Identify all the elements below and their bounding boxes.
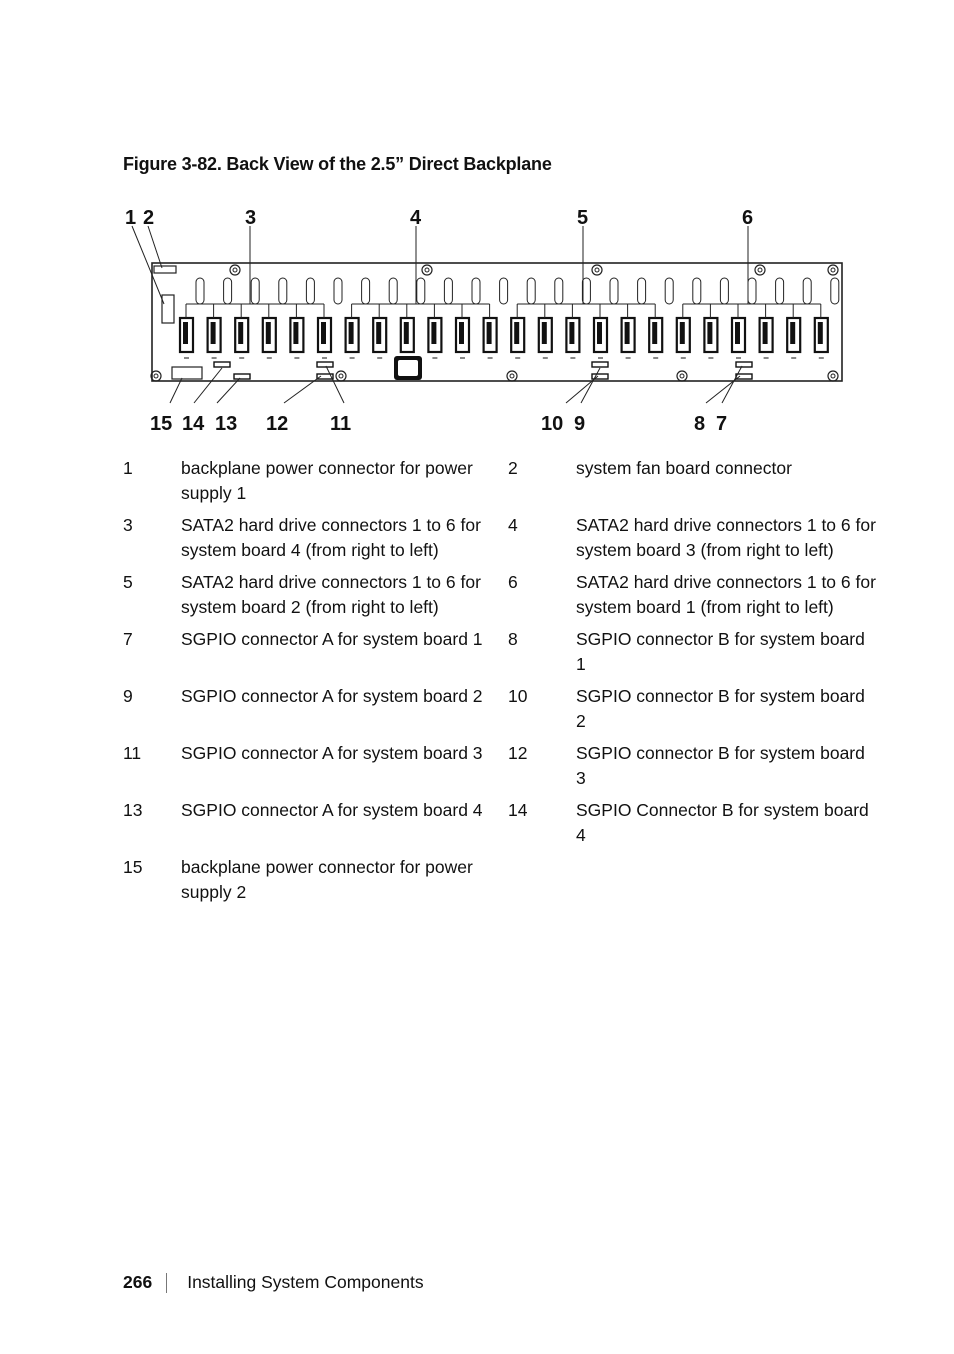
sata-connector-pins xyxy=(790,322,795,344)
callout-number: 4 xyxy=(410,207,422,229)
legend-description: SGPIO connector B for system board 1 xyxy=(576,629,865,674)
sata-connector-pins xyxy=(293,322,298,344)
callout-number: 9 xyxy=(574,413,586,435)
sata-connector-pins xyxy=(321,322,326,344)
legend-description: SGPIO connector A for system board 2 xyxy=(181,686,483,706)
legend-description: SGPIO Connector B for system board 4 xyxy=(576,800,869,845)
callout-number: 14 xyxy=(182,413,205,435)
legend-row xyxy=(123,570,883,620)
sata-connector-pins xyxy=(238,322,243,344)
legend-description: SGPIO connector B for system board 3 xyxy=(576,743,865,788)
sata-connector-pins xyxy=(818,322,823,344)
sata-connector-pins xyxy=(266,322,271,344)
legend-number: 12 xyxy=(508,743,528,763)
page-footer xyxy=(123,1272,424,1293)
footer-section-title: Installing System Components xyxy=(187,1272,424,1292)
callout-number: 7 xyxy=(716,413,728,435)
callout-number: 11 xyxy=(330,413,352,435)
legend-description: SATA2 hard drive connectors 1 to 6 for system board 1 (from right to left) xyxy=(576,572,876,617)
legend-number: 11 xyxy=(123,743,142,763)
callout-number: 13 xyxy=(215,413,238,435)
legend-table xyxy=(123,456,883,912)
legend-number: 9 xyxy=(123,686,133,706)
legend-description: backplane power connector for power supply 1 xyxy=(181,458,473,503)
legend-row xyxy=(123,513,883,563)
legend-number: 13 xyxy=(123,800,143,820)
legend-description: SGPIO connector A for system board 1 xyxy=(181,629,483,649)
sata-connector-pins xyxy=(542,322,547,344)
legend-description: SATA2 hard drive connectors 1 to 6 for system board 3 (from right to left) xyxy=(576,515,876,560)
sata-connector-pins xyxy=(514,322,519,344)
sata-connector-pins xyxy=(349,322,354,344)
legend-number: 4 xyxy=(508,515,518,535)
figure-caption: Figure 3-82. Back View of the 2.5” Direct Backplane xyxy=(123,154,552,174)
callout-leader xyxy=(148,226,162,268)
legend-description: SATA2 hard drive connectors 1 to 6 for system board 4 (from right to left) xyxy=(181,515,481,560)
legend-description: backplane power connector for power supply 2 xyxy=(181,857,473,902)
footer-divider xyxy=(166,1273,167,1293)
legend-number: 10 xyxy=(508,686,528,706)
legend-row xyxy=(123,456,883,506)
callout-number: 3 xyxy=(245,207,257,229)
callout-number: 5 xyxy=(577,207,589,229)
page-number: 266 xyxy=(123,1272,153,1292)
sata-connector-pins xyxy=(431,322,436,344)
legend-row xyxy=(123,627,883,677)
legend-description: SATA2 hard drive connectors 1 to 6 for system board 2 (from right to left) xyxy=(181,572,481,617)
sata-connector-pins xyxy=(459,322,464,344)
legend-number: 6 xyxy=(508,572,518,592)
legend-number: 14 xyxy=(508,800,528,820)
sata-connector-pins xyxy=(707,322,712,344)
legend-row xyxy=(123,684,883,734)
callout-number: 2 xyxy=(143,207,155,229)
callout-number: 8 xyxy=(694,413,706,435)
legend-number: 2 xyxy=(508,458,518,478)
legend-number: 7 xyxy=(123,629,133,649)
legend-number: 5 xyxy=(123,572,133,592)
legend-number: 15 xyxy=(123,857,143,877)
sata-connector-pins xyxy=(625,322,630,344)
legend-description: system fan board connector xyxy=(576,458,792,478)
backplane-diagram xyxy=(118,200,852,440)
legend-description: SGPIO connector A for system board 4 xyxy=(181,800,483,820)
sata-connector-pins xyxy=(211,322,216,344)
legend-number: 1 xyxy=(123,458,133,478)
legend-description: SGPIO connector B for system board 2 xyxy=(576,686,865,731)
sata-connector-pins xyxy=(680,322,685,344)
callout-number: 1 xyxy=(125,207,137,229)
sata-connector-pins xyxy=(597,322,602,344)
legend-row xyxy=(123,798,883,848)
sata-connector-pins xyxy=(735,322,740,344)
sata-connector-pins xyxy=(763,322,768,344)
callout-number: 10 xyxy=(541,413,564,435)
legend-number: 8 xyxy=(508,629,518,649)
legend-row xyxy=(123,741,883,791)
sata-connector-pins xyxy=(376,322,381,344)
legend-row xyxy=(123,855,883,905)
sata-connector-pins xyxy=(569,322,574,344)
sata-connector-pins xyxy=(404,322,409,344)
sata-connector-pins xyxy=(183,322,188,344)
callout-number: 6 xyxy=(742,207,754,229)
sata-connector-pins xyxy=(487,322,492,344)
legend-description: SGPIO connector A for system board 3 xyxy=(181,743,483,763)
backplane-figure xyxy=(118,200,852,440)
sata-connector-pins xyxy=(652,322,657,344)
callout-number: 15 xyxy=(150,413,173,435)
callout-number: 12 xyxy=(266,413,289,435)
legend-number: 3 xyxy=(123,515,133,535)
